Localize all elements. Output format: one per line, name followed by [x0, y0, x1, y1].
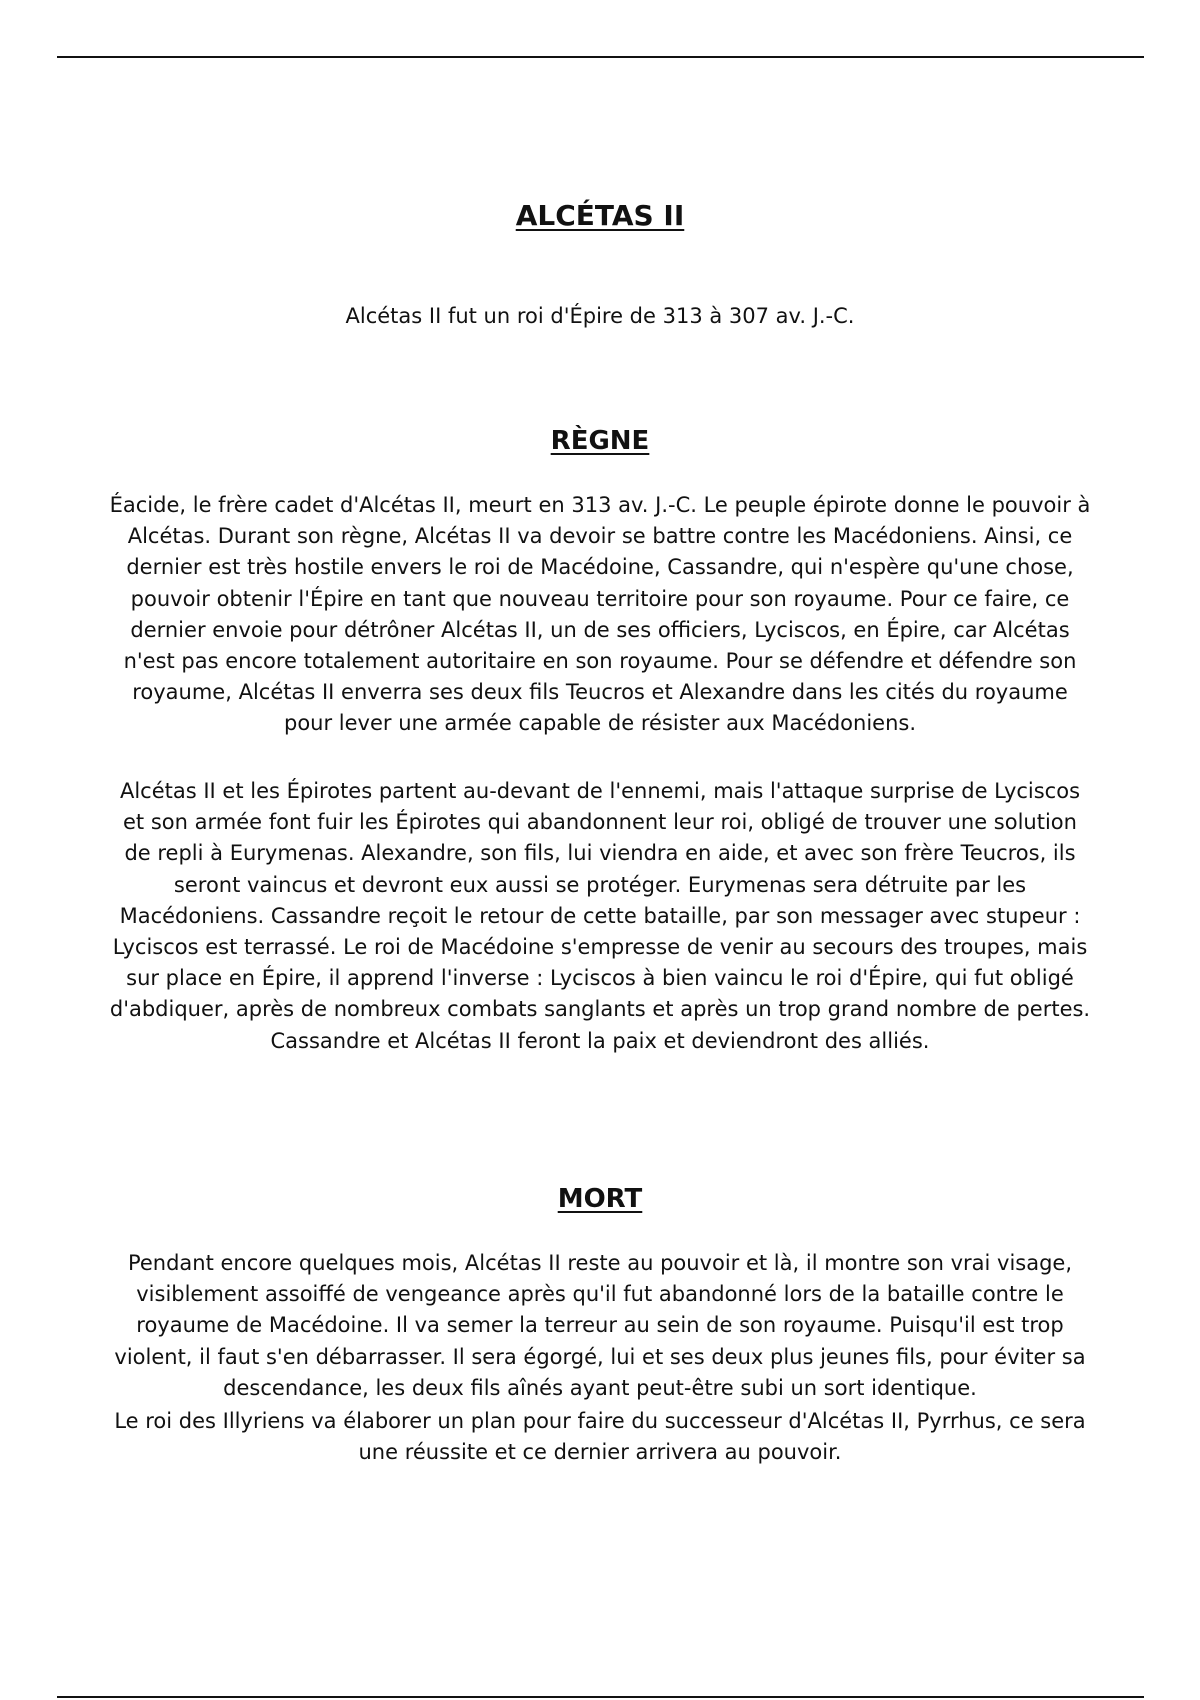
mort-paragraph-2: Le roi des Illyriens va élaborer un plan pour faire du successeur d'Alcétas II, Pyrrhus, ce sera une réussite et ce dernier arrivera au pouvoir.: [114, 1409, 1086, 1465]
section-heading-regne: RÈGNE: [550, 426, 650, 456]
mort-paragraph-1: Pendant encore quelques mois, Alcétas II reste au pouvoir et là, il montre son vrai visage, visiblement assoiffé de vengeance après qu'il fut abandonné lors de la bataille contre le royaume de Macédoine. Il va semer la terreur au sein de son royaume. Puisqu'il est trop violent, il faut s'en débarrasser. Il sera égorgé, lui et ses deux plus jeunes fils, pour éviter sa descendance, les deux fils aînés ayant peut-être subi un sort identique.: [114, 1251, 1086, 1400]
regne-paragraph-1: Éacide, le frère cadet d'Alcétas II, meurt en 313 av. J.-C. Le peuple épirote donne le pouvoir à Alcétas. Durant son règne, Alcétas II va devoir se battre contre les Macédoniens. Ainsi, ce dernier est très hostile envers le roi de Macédoine, Cassandre, qui n'espère qu'une chose, pouvoir obtenir l'Épire en tant que nouveau territoire pour son royaume. Pour ce faire, ce dernier envoie pour détrôner Alcétas II, un de ses officiers, Lyciscos, en Épire, car Alcétas n'est pas encore totalement autoritaire en son royaume. Pour se défendre et défendre son royaume, Alcétas II enverra ses deux fils Teucros et Alexandre dans les cités du royaume pour lever une armée capable de résister aux Macédoniens.: [109, 493, 1091, 736]
bottom-divider: [57, 1696, 1144, 1698]
regne-paragraph-2: Alcétas II et les Épirotes partent au-devant de l'ennemi, mais l'attaque surprise de Lyciscos et son armée font fuir les Épirotes qui abandonnent leur roi, obligé de trouver une solution de repli à Eurymenas. Alexandre, son fils, lui viendra en aide, et avec son frère Teucros, ils seront vaincus et devront eux aussi se protéger. Eurymenas sera détruite par les Macédoniens. Cassandre reçoit le retour de cette bataille, par son messager avec stupeur : Lyciscos est terrassé. Le roi de Macédoine s'empresse de venir au secours des troupes, mais sur place en Épire, il apprend l'inverse : Lyciscos à bien vaincu le roi d'Épire, qui fut obligé d'abdiquer, après de nombreux combats sanglants et après un trop grand nombre de pertes. Cassandre et Alcétas II feront la paix et deviendront des alliés.: [109, 779, 1091, 1053]
intro-text: Alcétas II fut un roi d'Épire de 313 à 307 av. J.-C.: [345, 304, 855, 328]
section-heading-mort: MORT: [557, 1184, 643, 1214]
top-divider: [57, 56, 1144, 58]
page-title: ALCÉTAS II: [515, 199, 685, 232]
